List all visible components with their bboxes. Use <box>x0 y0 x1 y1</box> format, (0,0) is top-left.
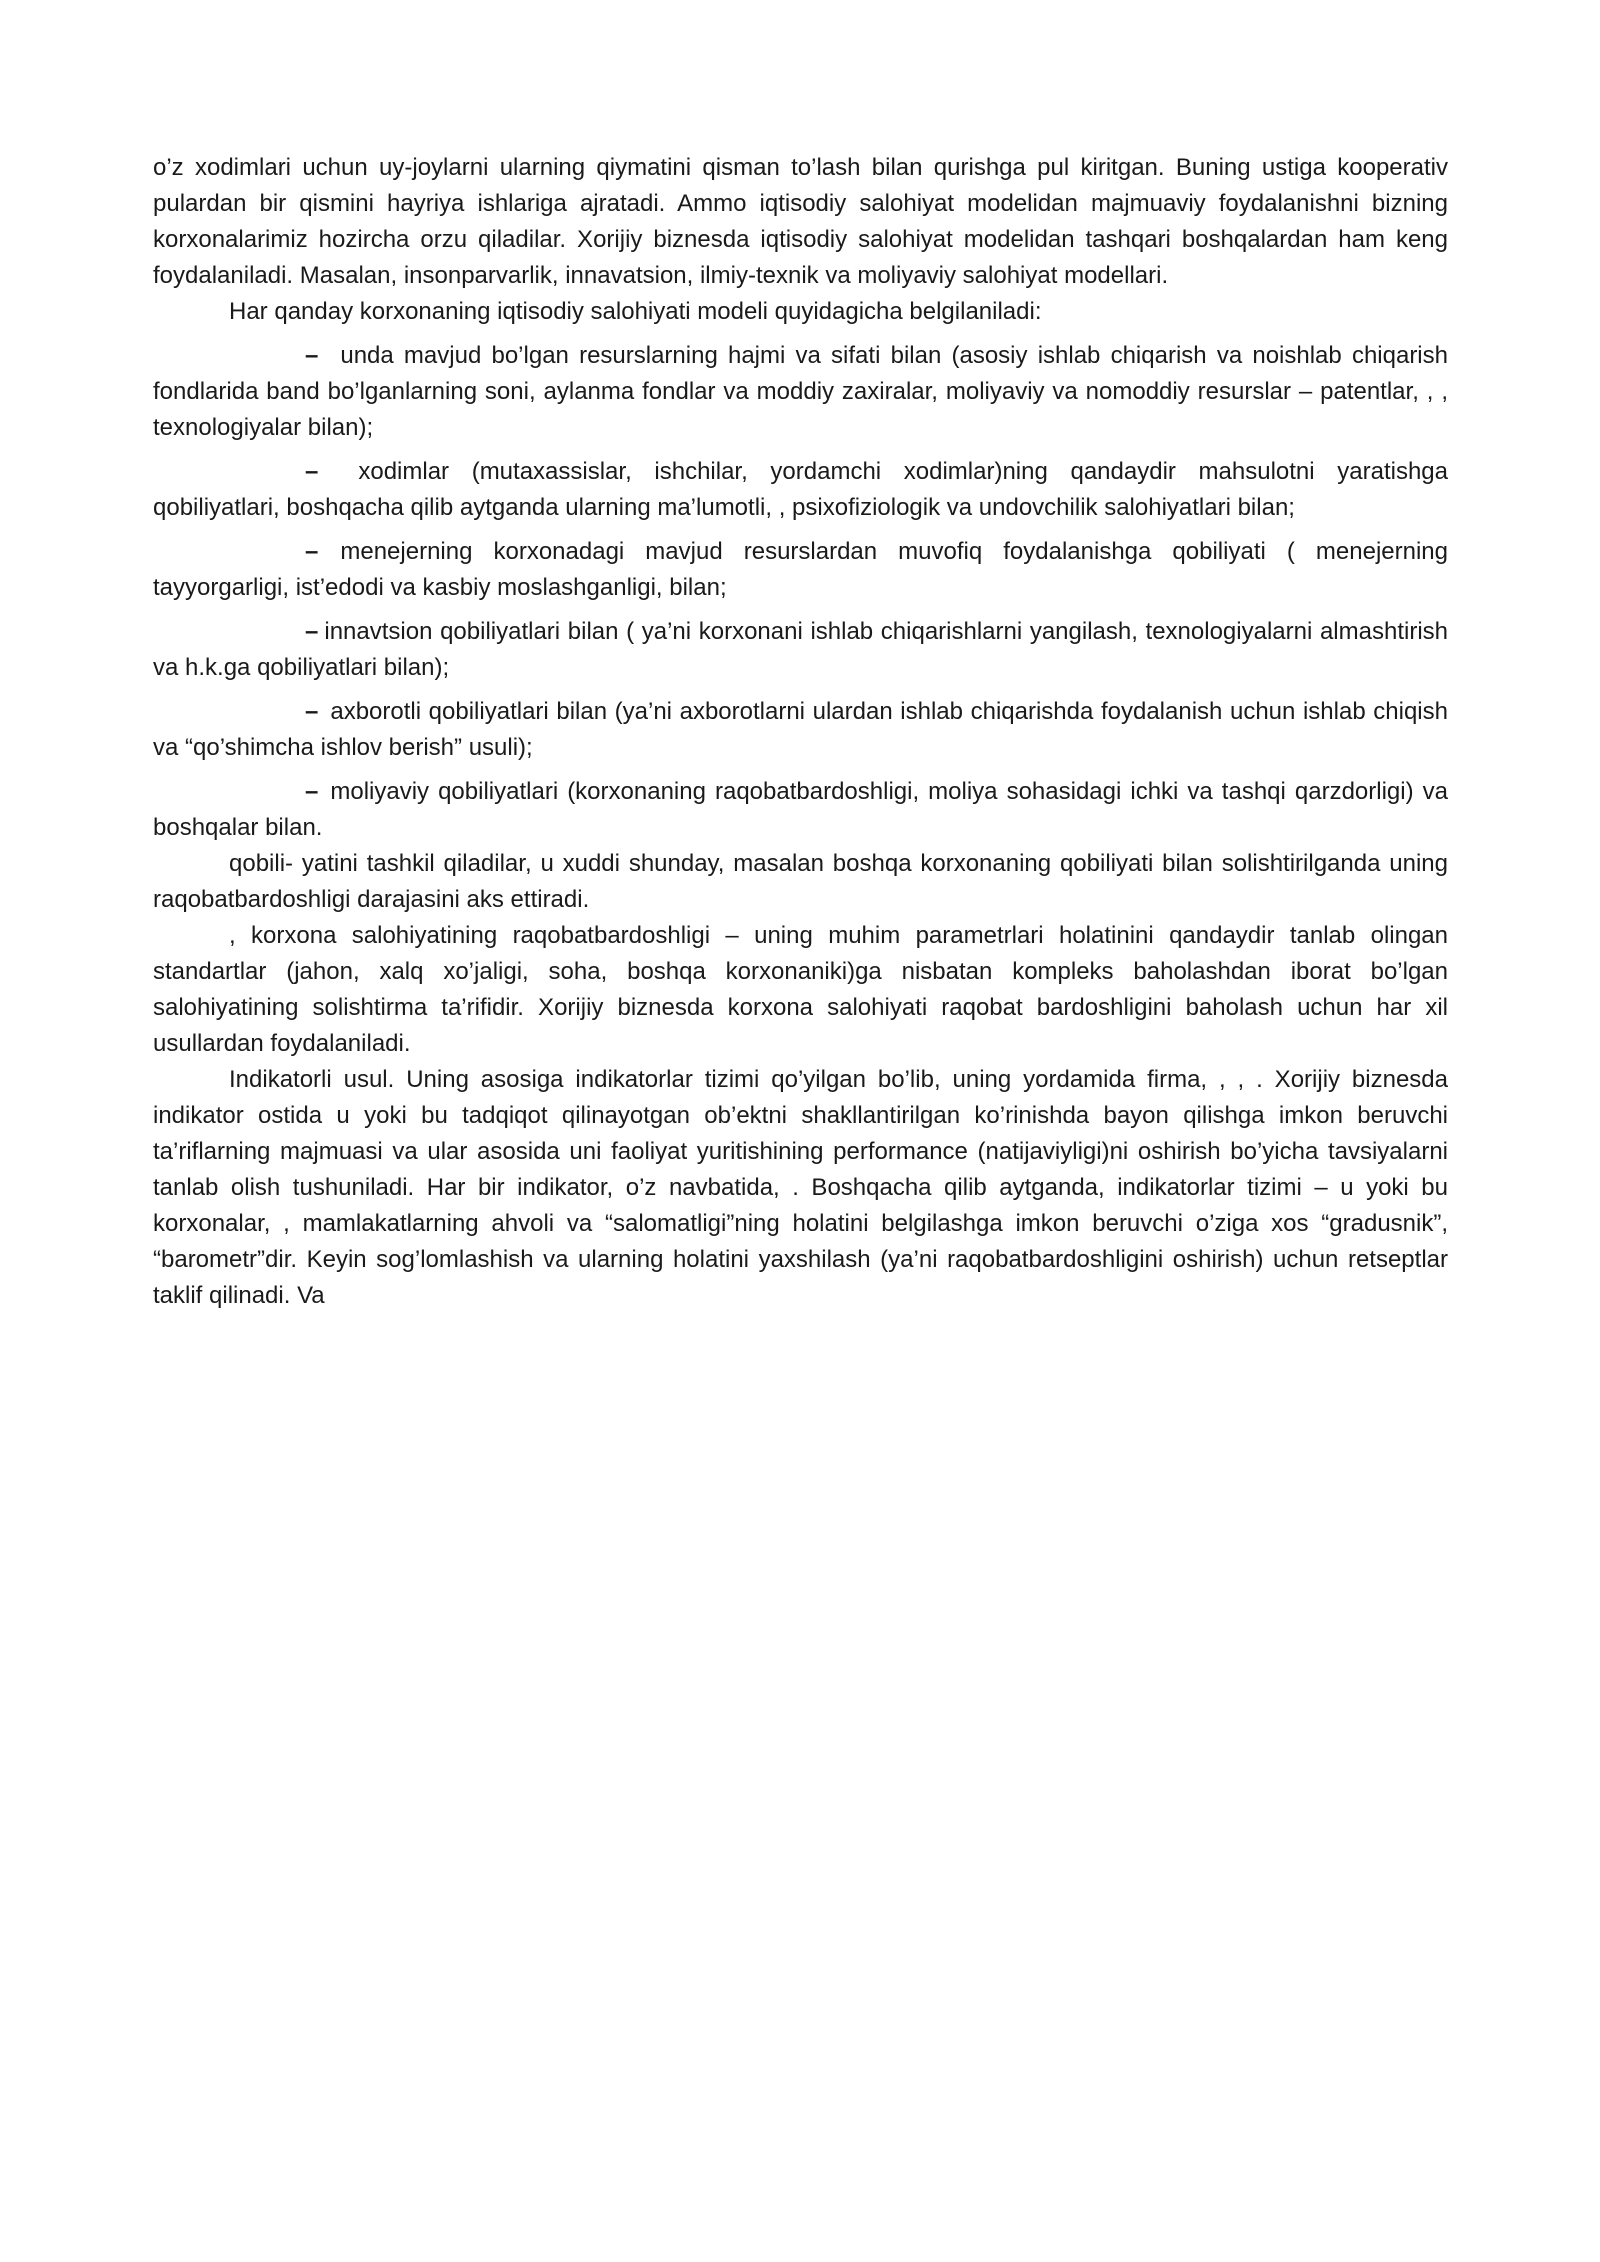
paragraph-model-definition: Har qanday korxonaning iqtisodiy salohiyati modeli quyidagicha belgilaniladi: <box>229 298 1042 325</box>
list-item-text: axborotli qobiliyatlari bilan (ya’ni axborotlarni ulardan ishlab chiqarishda foydalanish uchun ishlab chiqish va “qo’shimcha ishlov berish” usuli); <box>153 698 1448 761</box>
dash-marker: – <box>305 458 319 485</box>
list-item-text: menejerning korxonadagi mavjud resurslardan muvofiq foydalanishga qobiliyati ( menejerning tayyorgarligi, ist’edodi va kasbiy moslashganligi, bilan; <box>153 538 1448 601</box>
dash-marker: – <box>305 698 319 725</box>
list-item <box>153 338 1448 446</box>
list-item <box>153 614 1448 686</box>
dash-marker: – <box>305 538 319 565</box>
document-page <box>153 150 1448 1314</box>
paragraph-capability: qobili- yatini tashkil qiladilar, u xuddi shunday, masalan boshqa korxonaning qobiliyati bilan solishtirilganda uning raqobatbardoshligi darajasini aks ettiradi. <box>153 850 1448 913</box>
list-item <box>153 774 1448 846</box>
dash-marker: – <box>305 342 319 369</box>
list-item-text: unda mavjud bo’lgan resurslarning hajmi va sifati bilan (asosiy ishlab chiqarish va noishlab chiqarish fondlarida band bo’lganlarning soni, aylanma fondlar va moddiy zaxiralar, moliyaviy va nomoddiy resurslar – patentlar, , , texnologiyalar bilan); <box>153 342 1448 441</box>
list-item-text: innavtsion qobiliyatlari bilan ( ya’ni korxonani ishlab chiqarishlarni yangilash, texnologiyalarni almashtirish va h.k.ga qobiliyatlari bilan); <box>153 618 1448 681</box>
paragraph-indicator-method: Indikatorli usul. Uning asosiga indikatorlar tizimi qo’yilgan bo’lib, uning yordamida firma, , , . Xorijiy biznesda indikator ostida u yoki bu tadqiqot qilinayotgan ob’ektni shakllantirilgan ko’rinishda bayon qilishga imkon beruvchi ta’riflarning majmuasi va ular asosida uni faoliyat yuritishining performance (natijaviyligi)ni oshirish bo’yicha tavsiyalarni tanlab olish tushuniladi. Har bir indikator, o’z navbatida, . Boshqacha qilib aytganda, indikatorlar tizimi – u yoki bu korxonalar, , mamlakatlarning ahvoli va “salomatligi”ning holatini belgilashga imkon beruvchi o’ziga xos “gradusnik”, “barometr”dir. Keyin sog’lomlashish va ularning holatini yaxshilash (ya’ni raqobatbardoshligini oshirish) uchun retseptlar taklif qilinadi. Va <box>153 1066 1448 1309</box>
dash-marker: – <box>305 778 319 805</box>
list-item <box>153 694 1448 766</box>
list-item-text: xodimlar (mutaxassislar, ishchilar, yordamchi xodimlar)ning qandaydir mahsulotni yaratishga qobiliyatlari, boshqacha qilib aytganda ularning ma’lumotli, , psixofiziologik va undovchilik salohiyatlari bilan; <box>153 458 1448 521</box>
paragraph-intro: o’z xodimlari uchun uy-joylarni ularning qiymatini qisman to’lash bilan qurishga pul kiritgan. Buning ustiga kooperativ pulardan bir qismini hayriya ishlariga ajratadi. Ammo iqtisodiy salohiyat modelidan majmuaviy foydalanishni bizning korxonalarimiz hozircha orzu qiladilar. Xorijiy biznesda iqtisodiy salohiyat modelidan tashqari boshqalardan ham keng foydalaniladi. Masalan, insonparvarlik, innavatsion, ilmiy-texnik va moliyaviy salohiyat modellari. <box>153 154 1448 289</box>
paragraph-competitiveness: , korxona salohiyatining raqobatbardoshligi – uning muhim parametrlari holatinini qandaydir tanlab olingan standartlar (jahon, xalq xo’jaligi, soha, boshqa korxonaniki)ga nisbatan kompleks baholashdan iborat bo’lgan salohiyatining solishtirma ta’rifidir. Xorijiy biznesda korxona salohiyati raqobat bardoshligini baholash uchun har xil usullardan foydalaniladi. <box>153 922 1448 1057</box>
list-item <box>153 454 1448 526</box>
list-item-text: moliyaviy qobiliyatlari (korxonaning raqobatbardoshligi, moliya sohasidagi ichki va tashqi qarzdorligi) va boshqalar bilan. <box>153 778 1448 841</box>
dash-marker: – <box>305 618 319 645</box>
list-item <box>153 534 1448 606</box>
